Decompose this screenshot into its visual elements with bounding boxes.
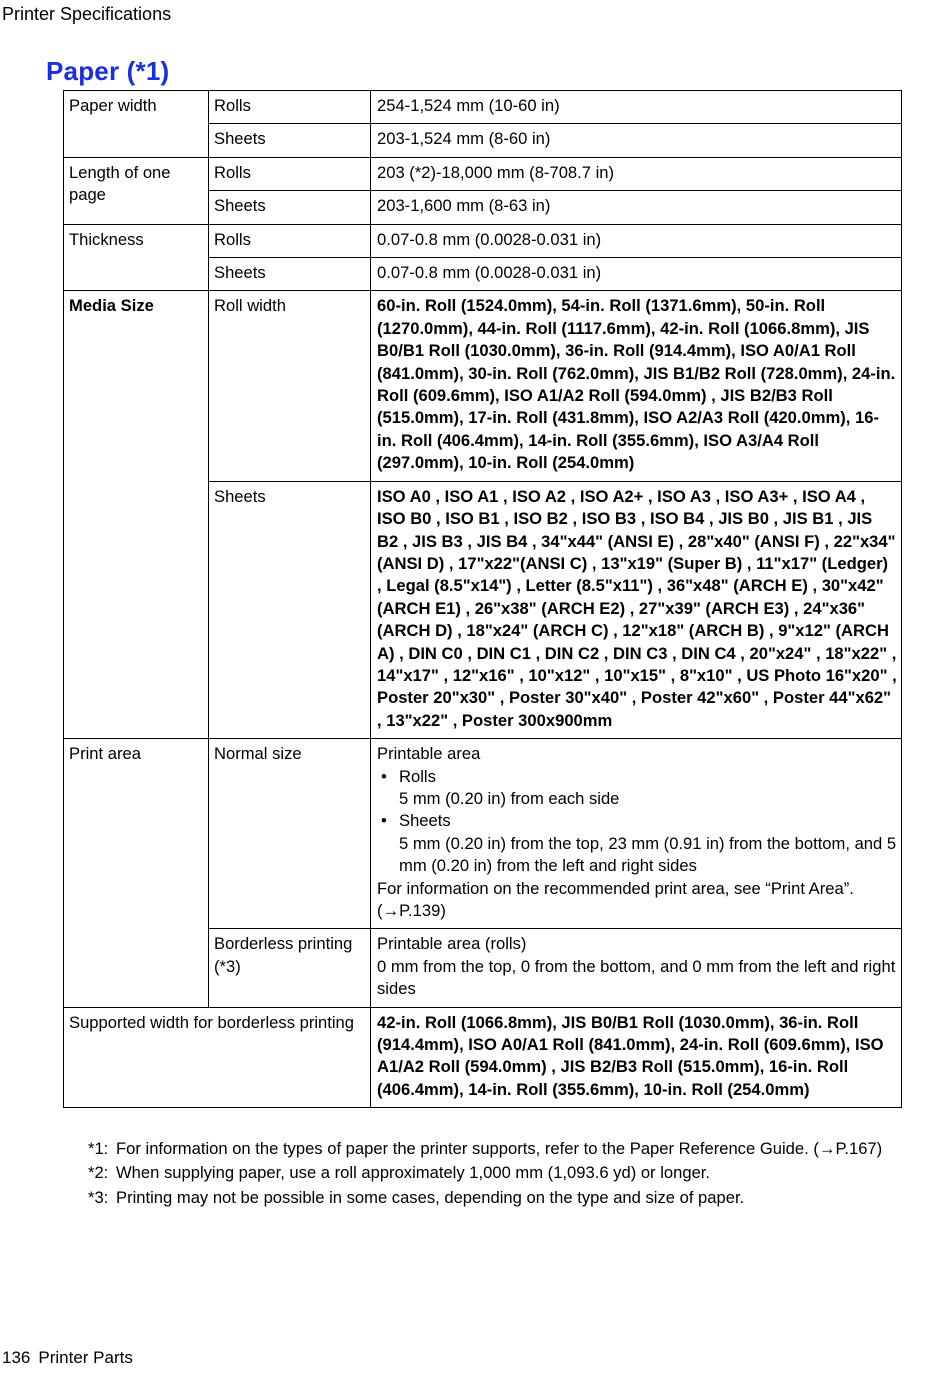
paper-spec-table bbox=[63, 90, 902, 1108]
row-subcategory: Normal size bbox=[209, 739, 371, 929]
row-subcategory: Sheets bbox=[209, 258, 371, 291]
row-value: 203 (*2)-18,000 mm (8-708.7 in) bbox=[371, 157, 902, 190]
list-item bbox=[377, 766, 897, 788]
borderless-margins: 0 mm from the top, 0 from the bottom, and 0 mm from the left and right sides bbox=[377, 956, 896, 999]
printable-area-heading: Printable area bbox=[377, 744, 481, 764]
table-row bbox=[64, 291, 902, 481]
row-category-paper-width: Paper width bbox=[64, 91, 209, 158]
list-item bbox=[377, 810, 897, 832]
page-number: 136 bbox=[2, 1348, 31, 1367]
row-subcategory: Sheets bbox=[209, 481, 371, 738]
row-subcategory: Rolls bbox=[209, 91, 371, 124]
footnote bbox=[88, 1137, 888, 1161]
row-subcategory: Borderless printing (*3) bbox=[209, 929, 371, 1007]
row-subcategory: Roll width bbox=[209, 291, 371, 481]
row-value: 203-1,524 mm (8-60 in) bbox=[371, 124, 902, 157]
normal-print-area-cell bbox=[371, 739, 902, 929]
footnote-text: Printing may not be possible in some cases, depending on the type and size of paper. bbox=[116, 1187, 745, 1207]
table-row bbox=[64, 157, 902, 190]
table-row bbox=[64, 739, 902, 929]
bullet-icon: • bbox=[381, 766, 387, 786]
bullet-icon: • bbox=[381, 811, 387, 831]
roll-width-list: 60-in. Roll (1524.0mm), 54-in. Roll (1371.6mm), 50-in. Roll (1270.0mm), 44-in. Roll (1117.6mm), 42-in. Roll (1066.8mm), JIS B0/B1 Roll (1030.0mm), 36-in. Roll (914.4mm), ISO A0/A1 Roll (841.0mm), 30-in. Roll (762.0mm), JIS B1/B2 Roll (728.0mm), 24-in. Roll (609.6mm), ISO A1/A2 Roll (594.0mm) , JIS B2/B3 Roll (515.0mm), 17-in. Roll (431.8mm), ISO A2/A3 Roll (420.0mm), 16-in. Roll (406.4mm), 14-in. Roll (355.6mm), ISO A3/A4 Roll (297.0mm), 10-in. Roll (254.0mm) bbox=[371, 291, 902, 481]
table-row bbox=[64, 224, 902, 257]
footnote bbox=[88, 1161, 888, 1185]
row-value: 254-1,524 mm (10-60 in) bbox=[371, 91, 902, 124]
row-subcategory: Rolls bbox=[209, 224, 371, 257]
row-value: 0.07-0.8 mm (0.0028-0.031 in) bbox=[371, 258, 902, 291]
print-area-reference-link[interactable]: For information on the recommended print area, see “Print Area”. (→P.139) bbox=[377, 878, 854, 920]
footnotes bbox=[88, 1137, 888, 1210]
supported-width-list: 42-in. Roll (1066.8mm), JIS B0/B1 Roll (1030.0mm), 36-in. Roll (914.4mm), ISO A0/A1 Roll (841.0mm), 24-in. Roll (609.6mm), ISO A1/A2 Roll (594.0mm) , JIS B2/B3 Roll (515.0mm), 16-in. Roll (406.4mm), 14-in. Roll (355.6mm), 10-in. Roll (254.0mm) bbox=[371, 1007, 902, 1108]
row-category-thickness: Thickness bbox=[64, 224, 209, 291]
row-subcategory: Sheets bbox=[209, 124, 371, 157]
page-footer bbox=[2, 1348, 133, 1368]
row-value: 203-1,600 mm (8-63 in) bbox=[371, 191, 902, 224]
running-header: Printer Specifications bbox=[2, 4, 172, 24]
bullet-detail: 5 mm (0.20 in) from the top, 23 mm (0.91 in) from the bottom, and 5 mm (0.20 in) from the left and right sides bbox=[399, 833, 897, 876]
row-category-media-size: Media Size bbox=[64, 291, 209, 739]
footnote bbox=[88, 1186, 888, 1210]
row-category-print-area: Print area bbox=[64, 739, 209, 1007]
bullet-label: Sheets bbox=[399, 811, 451, 831]
row-value: 0.07-0.8 mm (0.0028-0.031 in) bbox=[371, 224, 902, 257]
footnote-text[interactable]: For information on the types of paper the printer supports, refer to the Paper Reference Guide. (→P.167) bbox=[116, 1139, 883, 1158]
footnote-key: *1: bbox=[88, 1139, 109, 1158]
row-subcategory: Rolls bbox=[209, 157, 371, 190]
footnote-text: When supplying paper, use a roll approximately 1,000 mm (1,093.6 yd) or longer. bbox=[116, 1163, 711, 1183]
borderless-print-area-cell bbox=[371, 929, 902, 1007]
sheet-size-list: ISO A0 , ISO A1 , ISO A2 , ISO A2+ , ISO A3 , ISO A3+ , ISO A4 , ISO B0 , ISO B1 , ISO B2 , ISO B3 , ISO B4 , JIS B0 , JIS B1 , JIS B2 , JIS B3 , JIS B4 , 34"x44" (ANSI E) , 28"x40" (ANSI F) , 22"x34"(ANSI D) , 17"x22"(ANSI C) , 13"x19" (Super B) , 11"x17" (Ledger) , Legal (8.5"x14") , Letter (8.5"x11") , 36"x48" (ARCH E) , 30"x42" (ARCH E1) , 26"x38" (ARCH E2) , 27"x39" (ARCH E3) , 24"x36" (ARCH D) , 18"x24" (ARCH C) , 12"x18" (ARCH B) , 9"x12" (ARCH A) , DIN C0 , DIN C1 , DIN C2 , DIN C3 , DIN C4 , 20"x24" , 18"x22" , 14"x17" , 12"x16" , 10"x12" , 10"x15" , 8"x10" , US Photo 16"x20" , Poster 20"x30" , Poster 30"x40" , Poster 42"x60" , Poster 44"x62" , 13"x22" , Poster 300x900mm bbox=[371, 481, 902, 738]
table-row bbox=[64, 91, 902, 124]
row-category-length: Length of one page bbox=[64, 157, 209, 224]
bullet-label: Rolls bbox=[399, 766, 436, 786]
footnote-key: *3: bbox=[88, 1187, 109, 1207]
footnote-key: *2: bbox=[88, 1163, 109, 1183]
footer-section-name: Printer Parts bbox=[38, 1348, 133, 1367]
row-category-supported-width: Supported width for borderless printing bbox=[64, 1007, 371, 1108]
bullet-detail: 5 mm (0.20 in) from each side bbox=[399, 788, 620, 808]
row-subcategory: Sheets bbox=[209, 191, 371, 224]
printable-area-heading: Printable area (rolls) bbox=[377, 934, 527, 954]
section-title: Paper (*1) bbox=[46, 56, 170, 86]
table-row bbox=[64, 1007, 902, 1108]
